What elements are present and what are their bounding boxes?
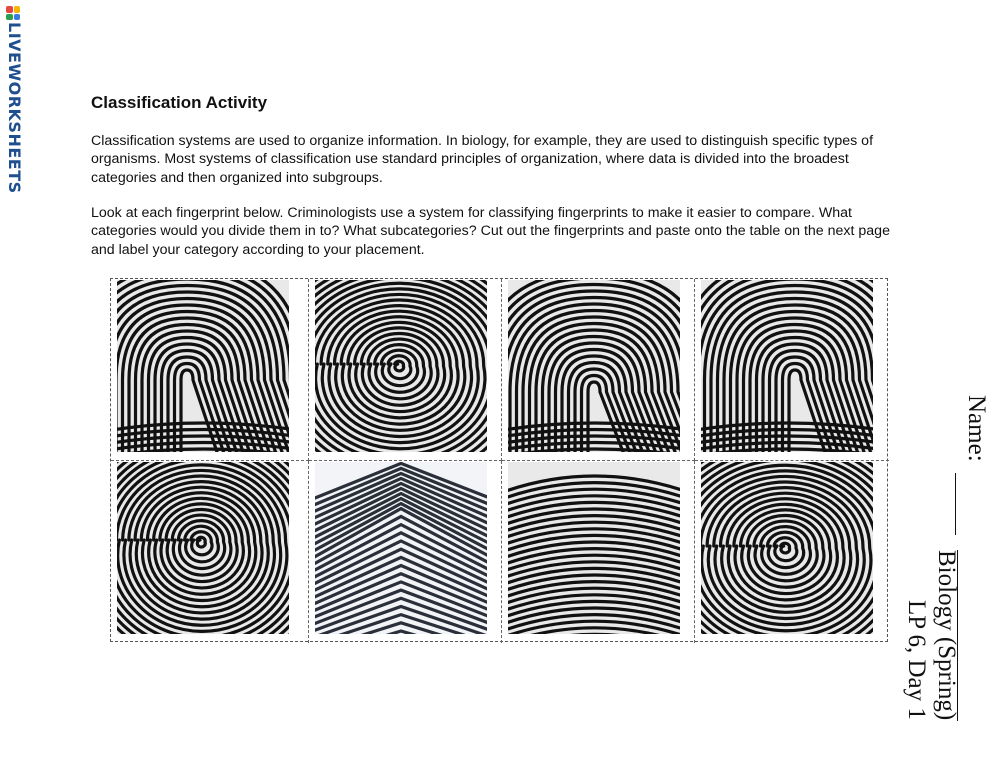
fingerprint-cell xyxy=(695,279,889,461)
fingerprint-cell xyxy=(111,279,309,461)
logo-square-blue xyxy=(14,14,21,21)
brand-name: LIVEWORKSHEETS xyxy=(5,22,24,194)
name-label: Name: xyxy=(963,395,990,462)
fingerprint-cell xyxy=(111,461,309,643)
course-label: Biology (Spring) xyxy=(933,550,960,721)
fingerprint-cell xyxy=(309,279,502,461)
intro-paragraph: Classification systems are used to organize information. In biology, for example, they are used to distinguish specific types of organisms. Most systems of classification use standard principles of organization, where data is divided into the broadest categories and then organized into subgroups. xyxy=(91,133,874,186)
fingerprint-image xyxy=(701,462,873,634)
fingerprint-image xyxy=(117,280,289,452)
fingerprint-image xyxy=(508,462,680,634)
logo-square-yellow xyxy=(14,6,21,13)
fingerprint-image xyxy=(508,280,680,452)
liveworksheets-brand xyxy=(2,6,24,216)
logo-square-green xyxy=(6,14,13,21)
instructions-paragraph: Look at each fingerprint below. Criminologists use a system for classifying fingerprints to make it easier to compare. What categories would you divide them in to? What subcategories? Cut out the fingerprints and paste onto the table on the next page and label your category according to your placement. xyxy=(91,205,890,258)
name-field-line xyxy=(955,473,956,533)
logo-square-red xyxy=(6,6,13,13)
side-header xyxy=(905,395,995,735)
fingerprint-image xyxy=(117,462,289,634)
lesson-label: LP 6, Day 1 xyxy=(903,600,930,720)
fingerprint-grid xyxy=(110,278,888,642)
fingerprint-cell xyxy=(309,461,502,643)
fingerprint-image xyxy=(701,280,873,452)
page-title: Classification Activity xyxy=(91,93,268,112)
fingerprint-cell xyxy=(502,461,695,643)
fingerprint-image xyxy=(315,280,487,452)
liveworksheets-logo-icon xyxy=(6,6,20,20)
fingerprint-cell xyxy=(695,461,889,643)
fingerprint-cell xyxy=(502,279,695,461)
fingerprint-image xyxy=(315,462,487,634)
